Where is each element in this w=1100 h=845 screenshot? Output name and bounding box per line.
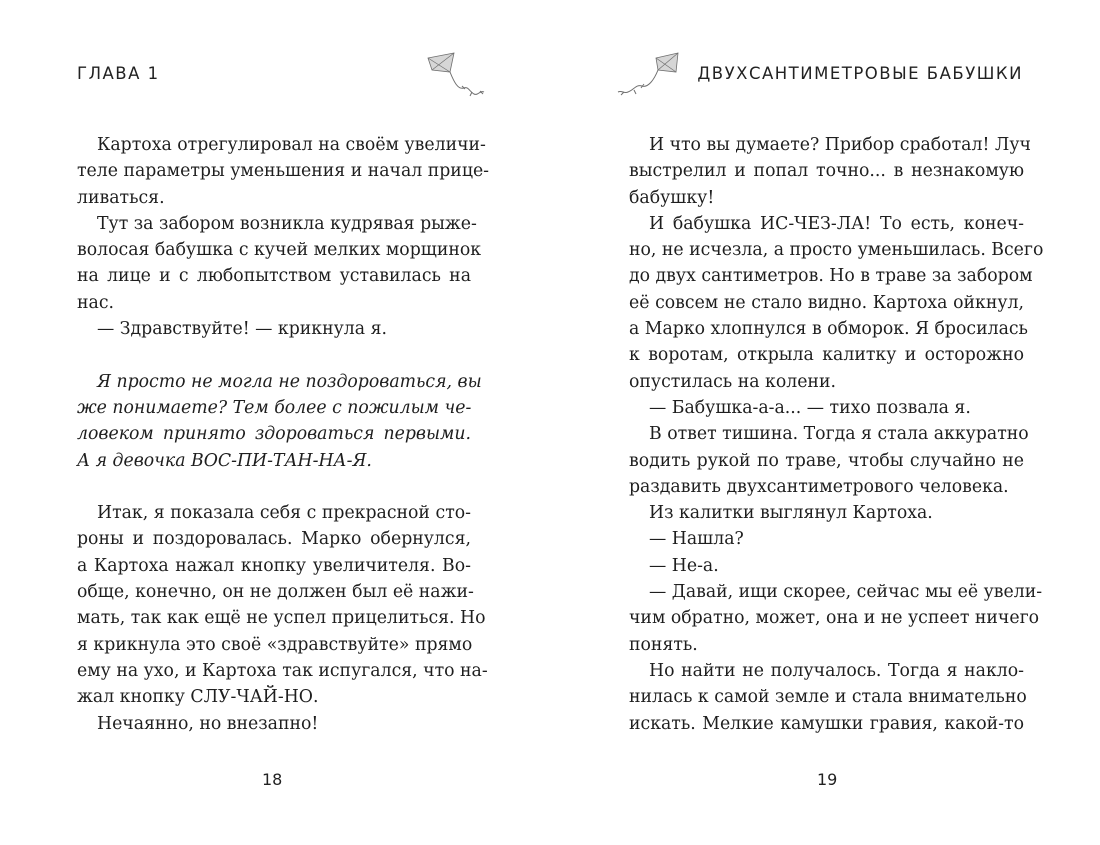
text-line: опустилась на колени. [629,371,836,392]
text-line: ливаться. [77,187,165,208]
right-page [550,0,1100,845]
running-head-chapter: ГЛАВА 1 [77,64,160,83]
kite-icon [616,50,686,104]
text-line: чим обратно, может, она и не успеет ничего [629,608,1040,629]
text-line: Но найти не получалось. Тогда я накло- [649,660,1024,681]
text-line: волосая бабушка с кучей мелких морщинок [77,240,482,261]
text-line: теле параметры уменьшения и начал прице- [77,161,490,182]
text-line: её совсем не стало видно. Картоха ойкнул, [629,292,1024,313]
text-line: Нечаянно, но внезапно! [97,713,319,734]
text-line: И бабушка ИС-ЧЕЗ-ЛА! То есть, конеч- [649,213,1024,234]
right-text-block [629,132,1044,737]
paragraph-gap [77,342,471,368]
kite-icon [420,50,490,104]
text-line: ловеком принято здороваться первыми. [77,424,471,445]
text-line: В ответ тишина. Тогда я стала аккуратно [649,424,1029,445]
text-line: а Картоха нажал кнопку увеличителя. Во- [77,555,471,576]
text-line: но, не исчезла, а просто уменьшилась. Всего [629,240,1044,261]
text-line: же понимаете? Тем более с пожилым че- [77,397,472,418]
text-line: Из калитки выглянул Картоха. [649,503,933,524]
running-head-title: ДВУХСАНТИМЕТРОВЫЕ БАБУШКИ [697,64,1023,83]
left-text-block [77,132,490,737]
text-line: раздавить двухсантиметрового человека. [629,476,1009,497]
text-line: Тут за забором возникла кудрявая рыже- [97,213,477,234]
text-line: Итак, я показала себя с прекрасной сто- [97,503,471,524]
text-line: — Нашла? [649,529,744,550]
text-line: а Марко хлопнулся в обморок. Я бросилась [629,319,1028,340]
page-number-right: 19 [817,770,838,789]
text-line: Я просто не могла не поздороваться, вы [97,371,482,392]
text-line: до двух сантиметров. Но в траве за забором [629,266,1033,287]
text-line: жал кнопку СЛУ-ЧАЙ-НО. [77,687,319,708]
text-line: И что вы думаете? Прибор сработал! Луч [649,135,1031,155]
text-line: нас. [77,292,114,313]
text-line: обще, конечно, он не должен был её нажи- [77,582,474,603]
text-line: ему на ухо, и Картоха так испугался, что на- [77,660,488,681]
paragraph-gap [77,474,471,500]
text-line: искать. Мелкие камушки гравия, какой-то [629,713,1024,734]
text-line: — Давай, ищи скорее, сейчас мы её увели- [649,582,1043,603]
text-line: — Бабушка-а-а... — тихо позвала я. [649,397,971,418]
text-line: нилась к самой земле и стала внимательно [629,687,1027,708]
text-line: Картоха отрегулировал на своём увеличи- [97,135,486,155]
text-line: водить рукой по траве, чтобы случайно не [629,450,1024,471]
page-number-left: 18 [262,770,283,789]
text-line: — Не-а. [649,555,719,576]
text-line: А я девочка ВОС-ПИ-ТАН-НА-Я. [77,450,372,471]
text-line: роны и поздоровалась. Марко обернулся, [77,529,471,550]
text-line: — Здравствуйте! — крикнула я. [97,319,387,340]
text-line: бабушку! [629,187,715,208]
text-line: понять. [629,634,698,655]
text-line: я крикнула это своё «здравствуйте» прямо [77,634,473,655]
text-line: на лице и с любопытством уставилась на [77,266,471,287]
text-line: к воротам, открыла калитку и осторожно [629,345,1024,366]
text-line: мать, так как ещё не успел прицелиться. Но [77,608,486,629]
text-line: выстрелил и попал точно... в незнакомую [629,161,1024,182]
